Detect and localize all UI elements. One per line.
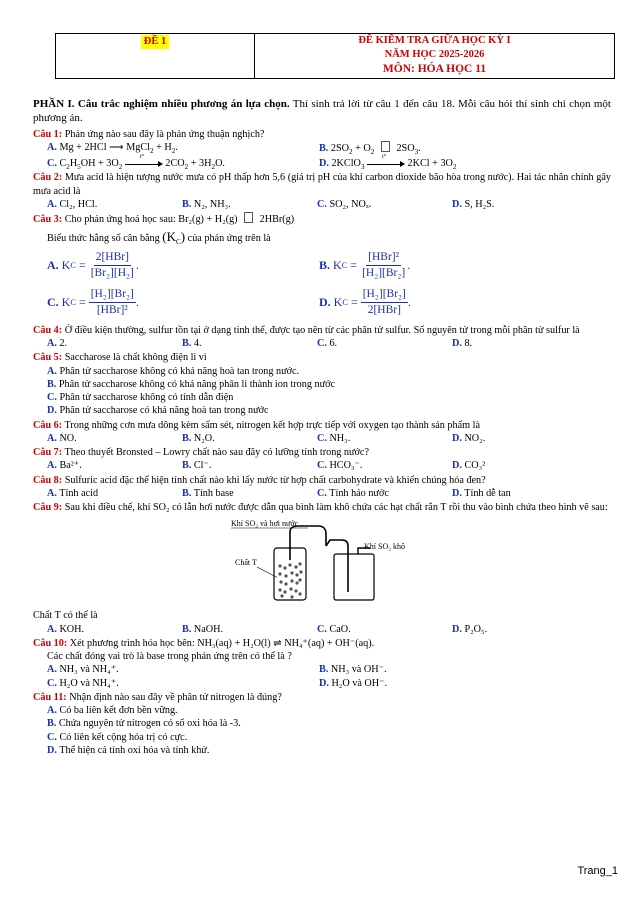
option-a[interactable]: A. 2. xyxy=(47,338,68,350)
exam-subject: MÔN: HÓA HỌC 11 xyxy=(382,63,487,75)
option-c[interactable]: C. K C = $\frac{\text{[H₂][Br₂]}}{\text{[HBr]²}}$ . xyxy=(47,288,139,317)
exam-header xyxy=(55,33,615,79)
option-c[interactable]: C. CaO. xyxy=(317,623,351,635)
option-a[interactable]: A. Phân tử saccharose không có khả năng hoà tan trong nước. xyxy=(47,365,300,377)
apparatus-diagram xyxy=(230,518,440,605)
question-text: Saccharose là chất không điện li vì xyxy=(62,352,207,364)
q9-options xyxy=(33,623,611,636)
q3-options xyxy=(33,250,611,318)
question-9 xyxy=(33,501,611,514)
part1-instruction: Thí sinh trả lời từ câu 1 đến câu 18. Mỗi câu hỏi thí sinh chỉ chọn một phương án. xyxy=(33,98,611,125)
question-text: Sulfuric acid đặc thể hiện tính chất nào khi lấy nước từ hợp chất carbohydrate và khiến chúng hóa đen? xyxy=(62,474,486,486)
question-number: Câu 3: xyxy=(33,214,63,226)
option-d[interactable]: D. NO₂. xyxy=(452,432,486,444)
option-b[interactable]: B. K C = $\frac{\text{[HBr]²}}{\text{[H₂][Br₂]}}$ . xyxy=(319,251,411,280)
option-c[interactable]: C. Tính háo nước xyxy=(317,487,389,499)
option-d[interactable]: D. P₂O₅. xyxy=(452,623,488,635)
reaction-arrow: t° xyxy=(367,160,405,168)
option-c[interactable]: C. SO₂, NOₓ. xyxy=(317,198,372,210)
option-d[interactable]: D. 2KClO$_3$ t° $2KCl + 3O_2$ xyxy=(319,153,457,172)
option-c[interactable]: C. Có liên kết cộng hóa trị có cực. xyxy=(47,731,188,743)
option-b[interactable]: B. Phân tử saccharose không có khả năng phân li thành ion trong nước xyxy=(47,378,336,390)
q6-options xyxy=(33,432,611,445)
option-b[interactable]: B. N₂O. xyxy=(182,432,215,444)
question-number: Câu 8: xyxy=(33,474,63,486)
exam-year: NĂM HỌC 2025-2026 xyxy=(384,49,485,60)
q9-ask: Chất T có thể là xyxy=(33,610,98,622)
q10-options-ab xyxy=(33,663,611,676)
question-3: Câu 3: Cho phản ứng hoá học sau: Br₂(g) + H₂(g) 2HBr(g) xyxy=(33,214,295,226)
option-d[interactable]: D. K C = $\frac{\text{[H₂][Br₂]}}{\text{2[HBr]}}$ . xyxy=(319,288,411,317)
exam-content xyxy=(33,97,611,757)
question-number: Câu 2: xyxy=(33,172,63,184)
option-d[interactable]: D. Thể hiện cả tính oxi hóa và tính khử. xyxy=(47,744,210,756)
option-d[interactable]: D. Phân tử saccharose có khả năng hoà tan trong nước xyxy=(47,405,269,417)
question-number: Câu 10: xyxy=(33,637,68,649)
option-b[interactable]: B. Tính base xyxy=(182,487,234,499)
question-number: Câu 4: xyxy=(33,324,63,336)
question-number: Câu 7: xyxy=(33,447,63,459)
reversible-arrow-placeholder xyxy=(381,141,390,152)
part1-title: PHẦN I. Câu trắc nghiệm nhiều phương án lựa chọn. xyxy=(33,98,290,110)
question-8 xyxy=(33,474,611,487)
question-number: Câu 6: xyxy=(33,419,63,431)
question-number: Câu 1: xyxy=(33,128,63,140)
question-7 xyxy=(33,446,611,459)
exam-title-cell xyxy=(255,34,615,79)
option-a[interactable]: A. K C = $\frac{\text{2[HBr]}}{\text{[Br₂][H₂]}}$ . xyxy=(47,251,139,280)
question-number: Câu 11: xyxy=(33,691,67,703)
question-text: Sau khi điều chế, khí SO₂ có lẫn hơi nước được dẫn qua bình làm khô chứa các hạt chất rắn T rồi thu vào bình chứa theo hình vẽ sau: xyxy=(62,502,608,514)
option-b[interactable]: B. N₂, NH₃. xyxy=(182,198,231,210)
q2-options xyxy=(33,198,611,211)
question-4 xyxy=(33,324,611,337)
question-number: Câu 5: xyxy=(33,352,63,364)
exam-title: ĐỀ KIỂM TRA GIỮA HỌC KỲ I xyxy=(358,35,511,46)
question-text: Xét phương trình hóa học bên: NH₃(aq) + H₂O(l) ⇌ NH₄⁺(aq) + OH⁻(aq). xyxy=(67,637,375,649)
question-text: Nhận định nào sau đây về phân tử nitrogen là đúng? xyxy=(66,691,282,703)
fig-label-input: Khí SO₂ và hơi nước xyxy=(231,519,299,529)
question-11 xyxy=(33,691,611,704)
option-d[interactable]: D. Tính dễ tan xyxy=(452,487,511,499)
page-number: Trang_1 xyxy=(577,865,618,877)
part1-heading xyxy=(33,97,611,126)
exam-code: ĐỀ 1 xyxy=(141,35,169,49)
question-1 xyxy=(33,128,611,141)
option-c[interactable]: C. $C_2H_5OH + 3O_2$ t° $2CO_2 + 3H_2O$. xyxy=(47,153,225,172)
q7-options xyxy=(33,459,611,472)
option-c[interactable]: C. NH₃. xyxy=(317,432,351,444)
question-5 xyxy=(33,351,611,364)
reaction-arrow: t° xyxy=(125,160,163,168)
option-b[interactable]: B. NaOH. xyxy=(182,623,224,635)
question-text: Ở điều kiện thường, sulfur tồn tại ở dạng tinh thể, được tạo nên từ các phân tử sulfur. Số nguyên tử trong mỗi phân tử sulfur là xyxy=(62,324,580,336)
q1-options-cd xyxy=(33,153,611,172)
question-6 xyxy=(33,419,611,432)
option-a[interactable]: A. Cl₂, HCl. xyxy=(47,198,98,210)
exam-code-cell xyxy=(56,34,255,79)
fig-label-output: Khí SO₂ khô xyxy=(364,542,406,552)
q1-options-ab xyxy=(33,141,611,155)
option-a[interactable]: A. Ba²⁺. xyxy=(47,460,82,472)
option-c[interactable]: C. H₂O và NH₄⁺. xyxy=(47,677,119,689)
option-c[interactable]: C. Phân tử saccharose không có tính dẫn điện xyxy=(47,392,234,404)
option-d[interactable]: D. 8. xyxy=(452,338,473,350)
question-2 xyxy=(33,171,611,198)
option-d[interactable]: D. CO₃² xyxy=(452,460,486,472)
option-b[interactable]: B. Chứa nguyên tử nitrogen có số oxi hóa là -3. xyxy=(47,718,241,730)
option-a[interactable]: A. Tính acid xyxy=(47,487,99,499)
q10-subtext: Các chất đóng vai trò là base trong phản ứng trên có thể là ? xyxy=(47,651,292,663)
option-a[interactable]: A. Mg + 2HCl ⟶ MgCl$_2$ + $H_2$. xyxy=(47,141,178,155)
option-d[interactable]: D. S, H₂S. xyxy=(452,198,495,210)
option-b[interactable]: B. NH₃ và OH⁻. xyxy=(319,664,387,676)
q3-subtext: Biểu thức hằng số cân bằng $(K_C)$ của phản ứng trên là xyxy=(47,229,271,247)
option-b[interactable]: B. 4. xyxy=(182,338,202,350)
question-text: Mưa acid là hiện tượng nước mưa có pH thấp hơn 5,6 (giá trị pH của khí carbon dioxide bão hòa trong nước). Hai tác nhân chính gây mưa acid là xyxy=(33,172,611,197)
question-number: Câu 9: xyxy=(33,502,63,514)
option-b[interactable]: B. Cl⁻. xyxy=(182,460,212,472)
fig-label-t: Chất T xyxy=(235,558,257,568)
question-text: Cho phản ứng hoá học sau: Br₂(g) + H₂(g) xyxy=(62,214,238,226)
option-a[interactable]: A. NH₃ và NH₄⁺. xyxy=(47,664,119,676)
question-text: Phản ứng nào sau đây là phản ứng thuận nghịch? xyxy=(62,128,265,140)
question-text: Theo thuyết Bronsted – Lowry chất nào sau đây có lưỡng tính trong nước? xyxy=(62,447,369,459)
drying-apparatus-figure xyxy=(230,518,440,605)
reversible-arrow-placeholder xyxy=(244,212,253,223)
question-10 xyxy=(33,637,611,650)
option-d[interactable]: D. H₂O và OH⁻. xyxy=(319,677,388,689)
option-a[interactable]: A. KOH. xyxy=(47,623,85,635)
q4-options xyxy=(33,337,611,350)
option-c[interactable]: C. 6. xyxy=(317,338,338,350)
option-c[interactable]: C. HCO₃⁻. xyxy=(317,460,363,472)
option-a[interactable]: A. Có ba liên kết đơn bền vững. xyxy=(47,705,178,717)
option-b[interactable]: B. $2SO_2 + O_2$ $2SO_3$. xyxy=(319,142,421,156)
question-text: Trong những cơn mưa dông kèm sấm sét, nitrogen kết hợp trực tiếp với oxygen tạo thành sản phẩm là xyxy=(62,419,480,431)
option-a[interactable]: A. NO. xyxy=(47,432,77,444)
q10-options-cd xyxy=(33,677,611,690)
q8-options xyxy=(33,487,611,500)
